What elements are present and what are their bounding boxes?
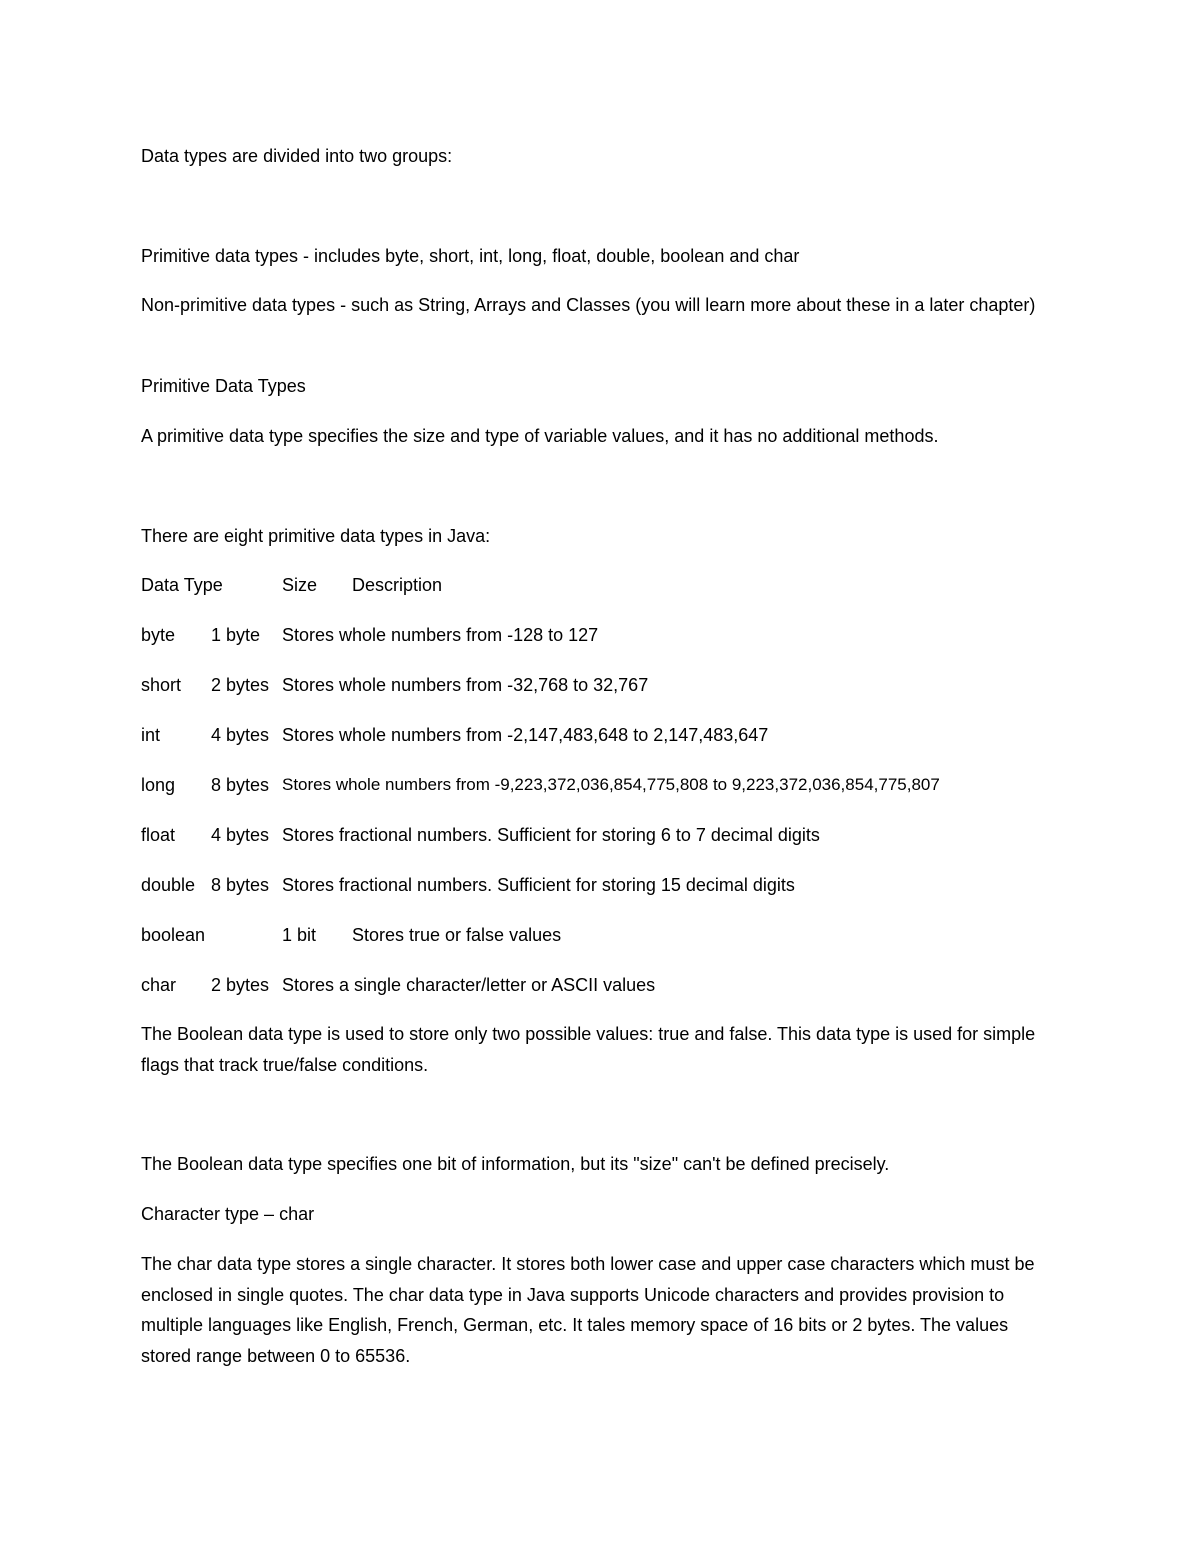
primitive-definition: A primitive data type specifies the size and type of variable values, and it has no additional methods. xyxy=(141,426,939,446)
row-type: int xyxy=(141,725,161,745)
row-type: long xyxy=(141,775,176,795)
row-description: Stores true or false values xyxy=(352,925,562,945)
primitive-heading: Primitive Data Types xyxy=(141,376,306,396)
row-type: char xyxy=(141,975,177,995)
row-description: Stores whole numbers from -9,223,372,036,854,775,808 to 9,223,372,036,854,775,807 xyxy=(282,775,940,794)
row-description: Stores fractional numbers. Sufficient for storing 15 decimal digits xyxy=(282,875,795,895)
row-type: short xyxy=(141,675,182,695)
table-header-description: Description xyxy=(352,575,443,595)
row-type: byte xyxy=(141,625,176,645)
row-size: 2 bytes xyxy=(211,975,270,995)
table-header-type: Data Type xyxy=(141,575,223,595)
char-heading: Character type – char xyxy=(141,1204,315,1224)
row-description: Stores fractional numbers. Sufficient for storing 6 to 7 decimal digits xyxy=(282,825,820,845)
row-type: double xyxy=(141,875,196,895)
row-size: 4 bytes xyxy=(211,725,270,745)
row-type: float xyxy=(141,825,176,845)
row-type: boolean xyxy=(141,925,206,945)
row-size: 2 bytes xyxy=(211,675,270,695)
row-size: 1 bit xyxy=(282,925,317,945)
primitive-types-line: Primitive data types - includes byte, short, int, long, float, double, boolean and char xyxy=(141,246,800,266)
row-size: 1 byte xyxy=(211,625,261,645)
row-size: 8 bytes xyxy=(211,875,270,895)
boolean-paragraph: The Boolean data type is used to store only two possible values: true and false. This data type is used for simple flags that track true/false conditions. xyxy=(141,1024,1036,1075)
boolean-size-text: The Boolean data type specifies one bit of information, but its "size" can't be defined precisely. xyxy=(141,1154,890,1174)
row-size: 8 bytes xyxy=(211,775,270,795)
row-description: Stores whole numbers from -128 to 127 xyxy=(282,625,599,645)
eight-types-intro: There are eight primitive data types in Java: xyxy=(141,526,491,546)
row-description: Stores a single character/letter or ASCII values xyxy=(282,975,656,995)
intro-text: Data types are divided into two groups: xyxy=(141,146,453,166)
char-paragraph: The char data type stores a single character. It stores both lower case and upper case characters which must be enclosed in single quotes. The char data type in Java supports Unicode characters and provides provision to multiple languages like English, French, German, etc. It tales memory space of 16 bits or 2 bytes. The values stored range between 0 to 65536. xyxy=(141,1254,1035,1366)
row-description: Stores whole numbers from -2,147,483,648 to 2,147,483,647 xyxy=(282,725,769,745)
non-primitive-types-line: Non-primitive data types - such as String, Arrays and Classes (you will learn more about these in a later chapter) xyxy=(141,295,1036,315)
row-description: Stores whole numbers from -32,768 to 32,767 xyxy=(282,675,649,695)
table-header-size: Size xyxy=(282,575,318,595)
row-size: 4 bytes xyxy=(211,825,270,845)
